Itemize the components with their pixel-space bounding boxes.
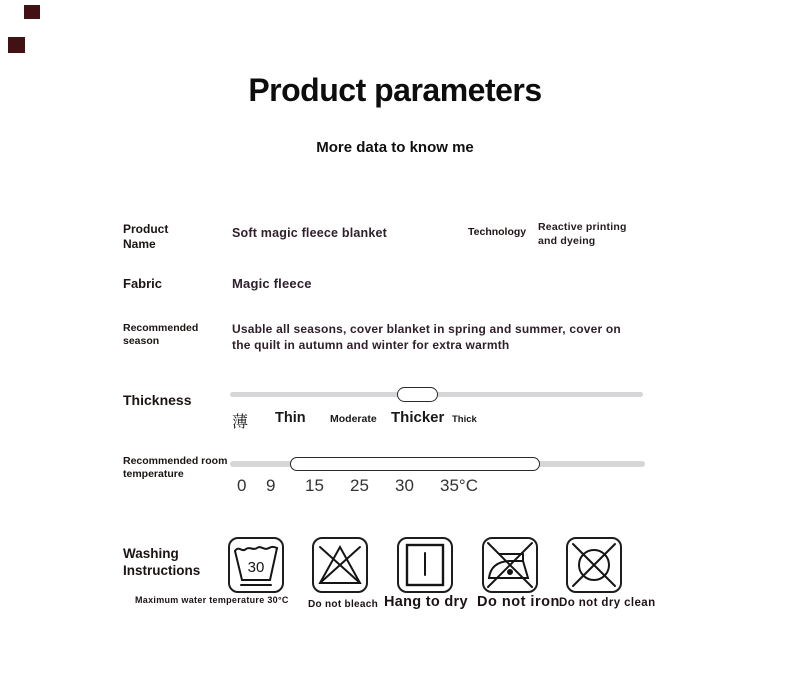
temperature-tick: 25 — [350, 476, 369, 495]
temperature-tick: 0 — [237, 476, 247, 495]
decor-square-top — [24, 5, 40, 19]
wash-tub-30-icon — [228, 537, 284, 593]
decor-square-left — [8, 37, 25, 53]
page-subtitle: More data to know me — [316, 139, 474, 156]
temperature-tick: 9 — [266, 476, 276, 495]
temperature-range-handle[interactable] — [290, 457, 540, 471]
do-not-bleach-caption: Do not bleach — [308, 599, 379, 610]
do-not-iron-icon — [482, 537, 538, 593]
thickness-scale-cjk-thin: 薄 — [232, 414, 249, 431]
temperature-tick: 35°C — [440, 476, 478, 495]
thickness-label: Thickness — [123, 392, 192, 408]
hang-to-dry-icon — [397, 537, 453, 593]
do-not-iron-caption: Do not iron — [477, 594, 560, 610]
fabric-label: Fabric — [123, 276, 163, 291]
washing-instructions-label: Washing Instructions — [123, 546, 201, 578]
thickness-scale-thin: Thin — [275, 410, 306, 426]
technology-label: Technology — [468, 226, 527, 238]
temperature-tick: 15 — [305, 476, 324, 495]
thickness-scale-moderate: Moderate — [330, 413, 377, 425]
do-not-bleach-icon — [312, 537, 368, 593]
room-temperature-label: Recommended room temperature — [123, 455, 228, 481]
thickness-scale-thicker: Thicker — [391, 409, 445, 426]
temperature-tick: 30 — [395, 476, 414, 495]
thickness-slider-handle[interactable] — [397, 387, 438, 402]
product-name-value: Soft magic fleece blanket — [232, 226, 388, 240]
wash-tub-caption: Maximum water temperature 30°C — [135, 595, 289, 605]
technology-value: Reactive printing and dyeing — [538, 221, 627, 247]
page-title: Product parameters — [248, 72, 542, 108]
do-not-dry-clean-icon — [566, 537, 622, 593]
wash-temp-number: 30 — [247, 559, 265, 576]
fabric-value: Magic fleece — [232, 276, 312, 291]
season-label: Recommended season — [123, 322, 199, 348]
thickness-scale-thick: Thick — [452, 414, 477, 425]
do-not-dry-clean-caption: Do not dry clean — [559, 597, 656, 609]
season-value: Usable all seasons, cover blanket in spring and summer, cover on the quilt in autumn and winter for extra warmth — [232, 322, 621, 353]
hang-to-dry-caption: Hang to dry — [384, 594, 468, 610]
product-name-label: Product Name — [123, 222, 169, 251]
